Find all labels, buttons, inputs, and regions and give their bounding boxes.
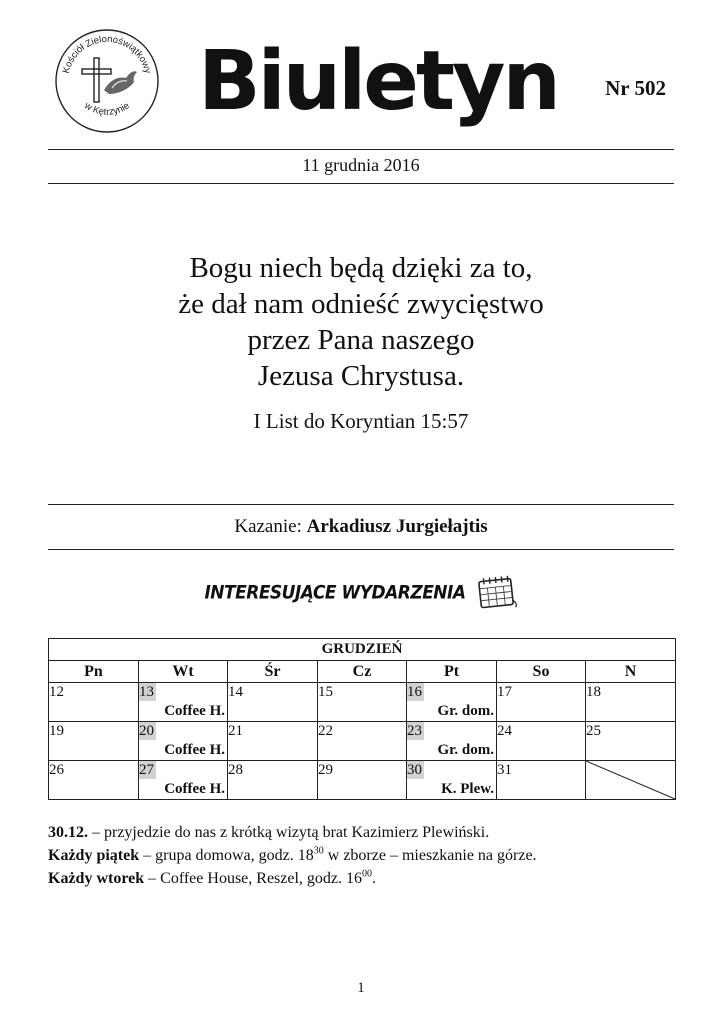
church-logo (54, 28, 160, 134)
verse-line: Bogu niech będą dzięki za to, (189, 252, 533, 284)
calendar-day-number: 27 (139, 762, 154, 778)
event-note-tail: . (372, 870, 377, 887)
calendar-day-cell (318, 722, 407, 761)
calendar-day-cell (586, 683, 676, 722)
calendar-day-number: 15 (318, 684, 333, 700)
calendar-weekday: Pn (49, 661, 139, 683)
calendar-day-cell (407, 683, 497, 722)
event-note-tail: w zborze – mieszkanie na górze. (323, 847, 537, 864)
calendar-day-number: 29 (318, 762, 333, 778)
calendar-day-cell (407, 722, 497, 761)
sermon-preacher: Arkadiusz Jurgiełajtis (306, 516, 488, 537)
calendar-day-cell (318, 683, 407, 722)
event-note (48, 845, 674, 867)
event-note-text: – Coffee House, Reszel, godz. 16 (144, 870, 363, 887)
calendar-weekday: Wt (139, 661, 228, 683)
calendar-weekday: Pt (407, 661, 497, 683)
calendar-day-number: 31 (497, 762, 512, 778)
calendar-weekday: N (586, 661, 676, 683)
calendar-day-cell (586, 722, 676, 761)
calendar-day-cell (228, 761, 318, 800)
event-note-lead: Każdy wtorek (48, 870, 145, 887)
events-heading (48, 570, 674, 616)
header-rule-top (48, 149, 674, 150)
calendar-event-label: Coffee H. (164, 781, 225, 797)
calendar-day-number: 14 (228, 684, 243, 700)
calendar-day-number: 30 (407, 762, 422, 778)
calendar-day-number: 19 (49, 723, 64, 739)
calendar-day-number: 22 (318, 723, 333, 739)
calendar-event-label: Coffee H. (164, 742, 225, 758)
verse-line: Jezusa Chrystusa. (257, 360, 465, 392)
header-rule-bottom (48, 183, 674, 184)
logo-ring-text-top: Kościół Zielonoświątkowy (60, 33, 154, 75)
calendar-day-cell (497, 722, 586, 761)
calendar-weekday-row (49, 661, 676, 683)
calendar-week-row (49, 761, 676, 800)
event-note-lead: 30.12. (48, 824, 88, 841)
calendar-day-cell (139, 683, 228, 722)
calendar-day-number: 20 (139, 723, 154, 739)
calendar-day-cell (497, 761, 586, 800)
events-title: INTERESUJĄCE WYDARZENIA (204, 582, 466, 604)
sermon-rule-top (48, 504, 674, 505)
sermon-line (48, 516, 674, 538)
calendar-day-number: 17 (497, 684, 512, 700)
calendar-day-number: 21 (228, 723, 243, 739)
calendar-day-cell (139, 722, 228, 761)
issue-number: Nr 502 (605, 76, 666, 100)
calendar-day-number: 23 (407, 723, 422, 739)
calendar-day-number: 25 (586, 723, 601, 739)
calendar-week-row (49, 683, 676, 722)
event-note-text: – przyjedzie do nas z krótką wizytą brat Kazimierz Plewiński. (88, 824, 490, 841)
logo-ring-text-bottom: w Kętrzynie (82, 100, 132, 118)
verse-line: że dał nam odnieść zwycięstwo (178, 288, 544, 320)
calendar-day-cell (228, 722, 318, 761)
cross-and-dove-icon (82, 58, 137, 102)
calendar-day-cell (49, 683, 139, 722)
calendar-event-label: Coffee H. (164, 703, 225, 719)
calendar-weekday: Cz (318, 661, 407, 683)
calendar-day-number: 18 (586, 684, 601, 700)
calendar-day-number: 26 (49, 762, 64, 778)
calendar-day-cell (228, 683, 318, 722)
event-note-lead: Każdy piątek (48, 847, 140, 864)
calendar-day-number: 28 (228, 762, 243, 778)
calendar-day-number: 13 (139, 684, 154, 700)
verse-line: przez Pana naszego (247, 324, 475, 356)
calendar-weekday: So (497, 661, 586, 683)
bulletin-title: Biuletyn (198, 34, 558, 129)
calendar-day-cell (49, 722, 139, 761)
calendar-icon (476, 575, 518, 611)
calendar-month: GRUDZIEŃ (49, 639, 676, 661)
calendar-day-cell (49, 761, 139, 800)
event-note-text: – grupa domowa, godz. 18 (139, 847, 314, 864)
event-note (48, 868, 674, 890)
sermon-rule-bottom (48, 549, 674, 550)
calendar-day-number: 16 (407, 684, 422, 700)
calendar-day-cell (497, 683, 586, 722)
calendar-event-label: K. Plew. (441, 781, 494, 797)
calendar-event-label: Gr. dom. (437, 703, 494, 719)
unused-day-strike (586, 761, 675, 799)
calendar-day-cell (586, 761, 676, 800)
calendar-day-cell (407, 761, 497, 800)
calendar-day-cell (318, 761, 407, 800)
calendar-weekday: Śr (228, 661, 318, 683)
verse-text (48, 250, 674, 394)
event-note-time-minutes: 30 (313, 845, 324, 857)
event-note-time-minutes: 00 (362, 868, 373, 880)
calendar-event-label: Gr. dom. (437, 742, 494, 758)
event-notes (48, 822, 674, 891)
calendar-day-number: 24 (497, 723, 512, 739)
calendar-day-number: 12 (49, 684, 64, 700)
calendar-day-cell (139, 761, 228, 800)
bulletin-date: 11 grudnia 2016 (302, 155, 420, 175)
verse-reference: I List do Koryntian 15:57 (253, 409, 469, 433)
sermon-label: Kazanie: (234, 516, 302, 537)
events-calendar (48, 638, 676, 800)
page-number: 1 (357, 980, 365, 996)
calendar-week-row (49, 722, 676, 761)
event-note (48, 822, 674, 844)
